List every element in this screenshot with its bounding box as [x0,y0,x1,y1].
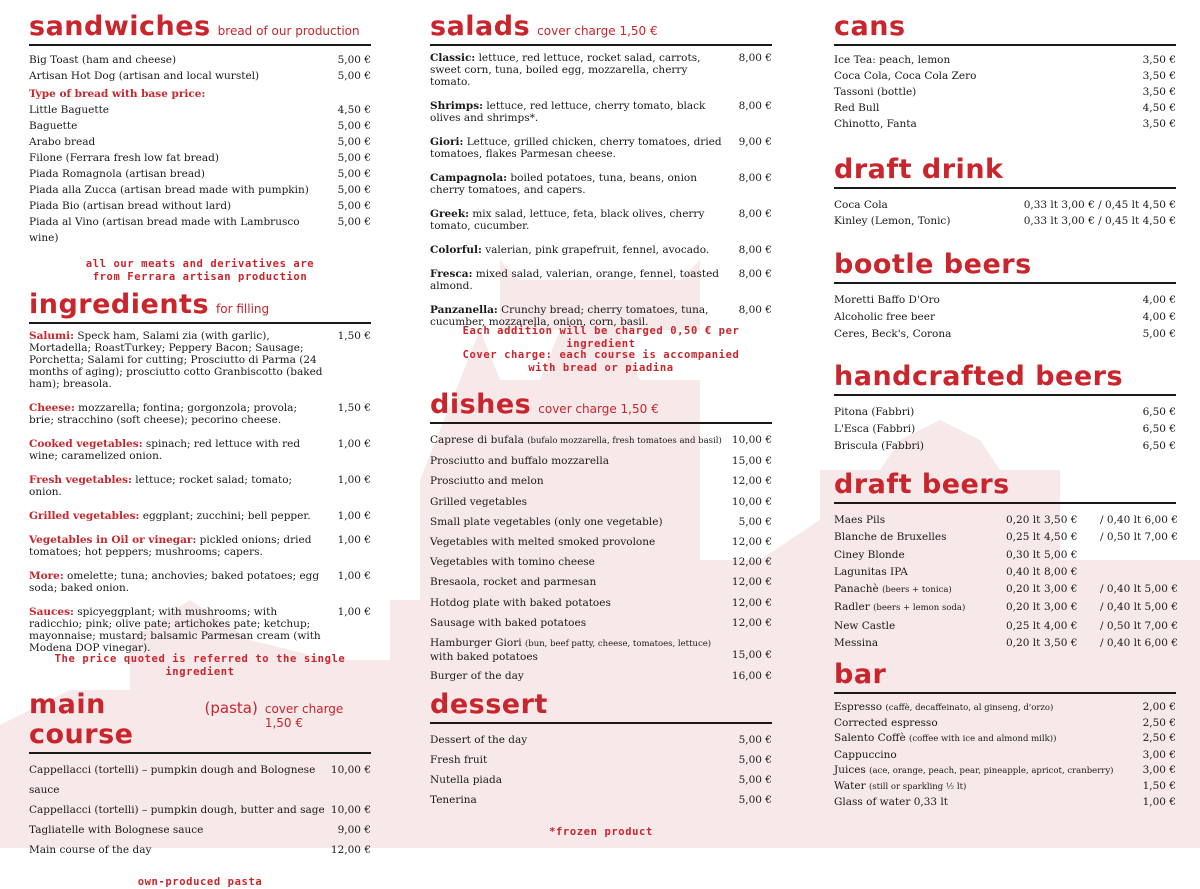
menu-item: Piada Bio (artisan bread without lard) 5,00 € [29,200,371,212]
menu-item: Glass of water 0,33 lt 1,00 € [834,796,1176,809]
bar-heading [834,660,1176,694]
menu-item: Juices (ace, orange, peach, pear, pineapple, apricot, cranberry) 3,00 € [834,763,1176,776]
section-title: bootle beers [834,249,1032,280]
menu-item: Salento Coffè (coffee with ice and almond milk)) 2,50 € [834,732,1176,745]
menu-item: Little Baguette 4,50 € [29,104,371,116]
salad-item: Colorful: valerian, pink grapefruit, fennel, avocado. 8,00 € [430,244,772,256]
ingredients-heading [29,290,371,324]
menu-item: Pitona (Fabbri) 6,50 € [834,406,1176,418]
menu-item: Tassoni (bottle) 3,50 € [834,86,1176,98]
salads-addition-note: Each addition will be charged 0,50 € per ingredient [462,325,740,350]
cans-heading [834,12,1176,46]
menu-item: Filone (Ferrara fresh low fat bread) 5,00 € [29,152,371,164]
ingredient-item: Sauces: spicyeggplant; with mushrooms; with radicchio; pink; olive pate; artichokes pate; ketchup; mayonnaise; mustard; balsamic Parmesan cream (with Modena DOP vinegar). 1,00 € [29,606,371,654]
salad-item: Fresca: mixed salad, valerian, orange, fennel, toasted almond. 8,00 € [430,268,772,292]
section-subtitle: for filling [216,302,270,316]
ingredient-item: Grilled vegetables: eggplant; zucchini; bell pepper. 1,00 € [29,510,371,522]
menu-item: Piada al Vino (artisan bread made with Lambrusco wine) 5,00 € [29,216,371,244]
section-title: draft drink [834,154,1004,185]
menu-item: Water (still or sparkling ½ lt) 1,50 € [834,780,1176,793]
menu-item: Coca Cola 0,33 lt 3,00 € / 0,45 lt 4,50 € [834,199,1176,211]
section-title: bar [834,659,887,690]
section-title: draft beers [834,469,1010,500]
dish-item: Prosciutto and melon 12,00 € [430,475,772,488]
section-subtitle: cover charge 1,50 € [538,402,659,416]
salad-item: Greek: mix salad, lettuce, feta, black olives, cherry tomato, cucumber. 8,00 € [430,208,772,232]
ingredient-item: Salumi: Speck ham, Salami zia (with garlic), Mortadella; RoastTurkey; Peppery Bacon; Sausage; Porchetta; Salami for cutting; Prosciutto di Parma (24 months of aging); prosciutto cotto Granbiscotto (baked ham); breasola. 1,50 € [29,330,371,390]
dishes-section [430,390,772,686]
bottle-beers-section [834,250,1176,343]
dish-item: Vegetables with tomino cheese 12,00 € [430,556,772,569]
salad-item: Classic: lettuce, red lettuce, rocket salad, carrots, sweet corn, tuna, boiled egg, mozzarella, cherry tomato. 8,00 € [430,52,772,88]
menu-item: Tenerina 5,00 € [430,794,772,806]
handcrafted-beers-heading [834,362,1176,396]
dish-item: Small plate vegetables (only one vegetable) 5,00 € [430,515,772,528]
menu-item: Panachè (beers + tonica) 0,20 lt 3,00 € / 0,40 lt 5,00 € [834,583,1178,596]
dessert-note: *frozen product [549,826,653,838]
menu-item: Fresh fruit 5,00 € [430,754,772,766]
menu-item: Artisan Hot Dog (artisan and local wurstel) 5,00 € [29,70,371,82]
menu-item: Maes Pils 0,20 lt 3,50 € / 0,40 lt 6,00 € [834,514,1178,526]
menu-item: Nutella piada 5,00 € [430,774,772,786]
menu-item: Piada alla Zucca (artisan bread made with pumpkin) 5,00 € [29,184,371,196]
ingredient-item: Vegetables in Oil or vinegar: pickled onions; dried tomatoes; hot peppers; mushrooms; capers. 1,00 € [29,534,371,558]
ingredient-item: Cheese: mozzarella; fontina; gorgonzola; provola; brie; stracchino (soft cheese); pecorino cheese. 1,50 € [29,402,371,426]
section-subtitle: cover charge 1,50 € [264,702,344,730]
bar-section [834,660,1176,810]
menu-item: Dessert of the day 5,00 € [430,734,772,746]
cover-charge-note: Cover charge: each course is accompanied with bread or piadina [462,349,740,374]
menu-item: Red Bull 4,50 € [834,102,1176,114]
salad-item: Campagnola: boiled potatoes, tuna, beans, onion cherry tomatoes, and capers. 8,00 € [430,172,772,196]
main-course-note: own-produced pasta [137,876,263,888]
menu-item: Baguette 5,00 € [29,120,371,132]
draft-drink-section [834,155,1176,229]
section-title: handcrafted beers [834,361,1124,392]
dessert-section [430,690,772,839]
section-title-extra: (pasta) [204,699,258,717]
dish-item: Grilled vegetables 10,00 € [430,495,772,508]
menu-item: Alcoholic free beer 4,00 € [834,311,1176,323]
sandwiches-heading [29,12,371,46]
dish-item: Sausage with baked potatoes 12,00 € [430,616,772,629]
menu-item: Cappellacci (tortelli) – pumpkin dough, butter and sage 10,00 € [29,804,371,816]
menu-item: Arabo bread 5,00 € [29,136,371,148]
ingredients-note: The price quoted is referred to the single ingredient [54,653,346,678]
salad-item: Panzanella: Crunchy bread; cherry tomatoes, tuna, cucumber, mozzarella, onion, corn, basil. 8,00 € [430,304,772,328]
menu-item: Ciney Blonde 0,30 lt 5,00 € [834,548,1078,561]
dish-item: Hotdog plate with baked potatoes 12,00 € [430,596,772,609]
menu-item: Big Toast (ham and cheese) 5,00 € [29,54,371,66]
ingredient-item: Cooked vegetables: spinach; red lettuce with red wine; caramelized onion. 1,00 € [29,438,371,462]
cans-section [834,12,1176,132]
menu-item: New Castle 0,25 lt 4,00 € / 0,50 lt 7,00 € [834,619,1178,632]
section-subtitle: cover charge 1,50 € [537,24,658,38]
handcrafted-beers-section [834,362,1176,455]
dish-item: Burger of the day 16,00 € [430,670,772,683]
section-title: salads [430,11,531,42]
menu-item: Main course of the day 12,00 € [29,844,371,856]
dish-item: Hamburger Giori (bun, beef patty, cheese, tomatoes, lettuce) with baked potatoes 15,00 € [430,637,772,664]
dish-item: Bresaola, rocket and parmesan 12,00 € [430,576,772,589]
menu-item: Moretti Baffo D'Oro 4,00 € [834,294,1176,306]
menu-item: Radler (beers + lemon soda) 0,20 lt 3,00 € / 0,40 lt 5,00 € [834,601,1178,614]
ingredient-item: Fresh vegetables: lettuce; rocket salad; tomato; onion. 1,00 € [29,474,371,498]
section-title: sandwiches [29,11,211,42]
menu-item: L'Esca (Fabbri) 6,50 € [834,423,1176,435]
draft-beers-heading [834,470,1176,504]
menu-item: Piada Romagnola (artisan bread) 5,00 € [29,168,371,180]
salad-item: Shrimps: lettuce, red lettuce, cherry tomato, black olives and shrimps*. 8,00 € [430,100,772,124]
menu-item: Espresso (caffè, decaffeinato, al ginseng, d'orzo) 2,00 € [834,701,1176,713]
dish-item: Prosciutto and buffalo mozzarella 15,00 € [430,455,772,468]
draft-drink-heading [834,155,1176,189]
menu-item: Cappuccino 3,00 € [834,748,1176,761]
menu-item: Corrected espresso 2,50 € [834,717,1176,730]
menu-item: Coca Cola, Coca Cola Zero 3,50 € [834,70,1176,82]
menu-item: Tagliatelle with Bolognese sauce 9,00 € [29,824,371,836]
main-course-heading [29,690,371,754]
dish-item: Caprese di bufala (bufalo mozzarella, fresh tomatoes and basil) 10,00 € [430,434,772,446]
menu-item: Cappellacci (tortelli) – pumpkin dough and Bolognese sauce 10,00 € [29,764,371,796]
salads-section [430,12,772,340]
salad-item: Giori: Lettuce, grilled chicken, cherry tomatoes, dried tomatoes, flakes Parmesan cheese. 9,00 € [430,136,772,160]
menu-item: Blanche de Bruxelles 0,25 lt 4,50 € / 0,50 lt 7,00 € [834,531,1178,544]
dish-item: Vegetables with melted smoked provolone 12,00 € [430,536,772,549]
salads-heading [430,12,772,46]
section-title: cans [834,11,906,42]
ingredients-section [29,290,371,666]
ingredient-item: More: omelette; tuna; anchovies; baked potatoes; egg soda; baked onion. 1,00 € [29,570,371,594]
sandwiches-section [29,12,371,284]
menu-item: Lagunitas IPA 0,40 lt 8,00 € [834,565,1078,578]
menu-item: Messina 0,20 lt 3,50 € / 0,40 lt 6,00 € [834,637,1178,650]
menu-item: Briscula (Fabbri) 6,50 € [834,440,1176,452]
menu-item: Ceres, Beck's, Corona 5,00 € [834,328,1176,340]
sandwiches-note: all our meats and derivatives are from Ferrara artisan production [85,258,315,283]
section-subtitle: bread of our production [217,24,360,38]
bread-subheading: Type of bread with base price: [29,88,206,100]
section-title: dessert [430,689,548,720]
menu-item: Kinley (Lemon, Tonic) 0,33 lt 3,00 € / 0,45 lt 4,50 € [834,215,1176,227]
draft-beers-section [834,470,1176,652]
dishes-heading [430,390,772,424]
section-title: ingredients [29,289,210,320]
main-course-section [29,690,371,889]
section-title: main course [29,689,134,750]
section-title: dishes [430,389,532,420]
menu-item: Chinotto, Fanta 3,50 € [834,118,1176,130]
dessert-heading [430,690,772,724]
bottle-beers-heading [834,250,1176,284]
menu-item: Ice Tea: peach, lemon 3,50 € [834,54,1176,66]
